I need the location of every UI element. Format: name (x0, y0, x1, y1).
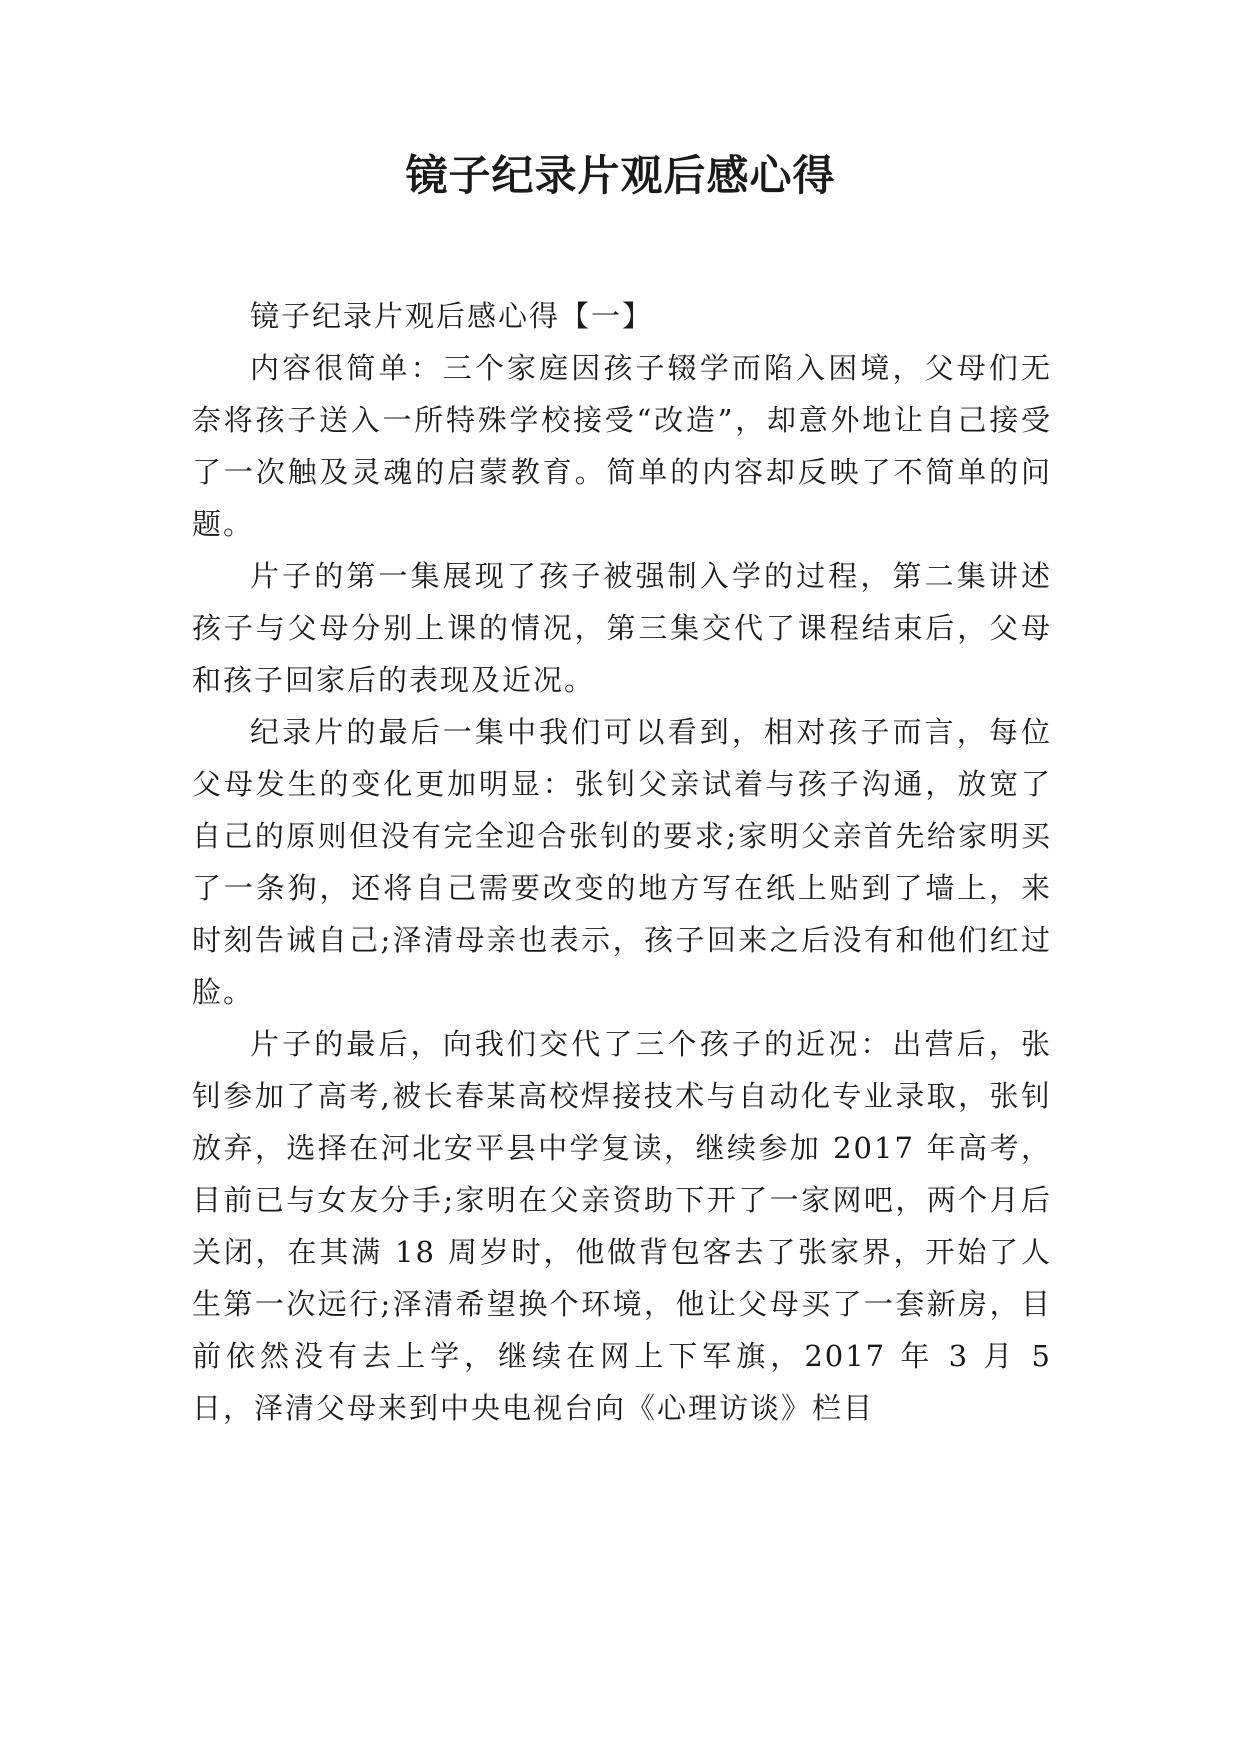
document-title: 镜子纪录片观后感心得 (405, 151, 836, 200)
paragraph-1: 内容很简单：三个家庭因孩子辍学而陷入困境，父母们无奈将孩子送入一所特殊学校接受“改造”，却意外地让自己接受了一次触及灵魂的启蒙教育。简单的内容却反映了不简单的问题。 (192, 351, 1052, 541)
paragraph-4: 片子的最后，向我们交代了三个孩子的近况：出营后，张钊参加了高考,被长春某高校焊接技术与自动化专业录取，张钊放弃，选择在河北安平县中学复读，继续参加 2017 年高考，目前已与女友分手;家明在父亲资助下开了一家网吧，两个月后关闭，在其满 18 周岁时，他做背包客去了张家界，开始了人生第一次远行;泽清希望换个环境，他让父母买了一套新房，目前依然没有去上学，继续在网上下军旗，2017 年 3 月 5 日，泽清父母来到中央电视台向《心理访谈》栏目 (192, 1027, 1052, 1425)
paragraph-3: 纪录片的最后一集中我们可以看到，相对孩子而言，每位父母发生的变化更加明显：张钊父亲试着与孩子沟通，放宽了自己的原则但没有完全迎合张钊的要求;家明父亲首先给家明买了一条狗，还将自己需要改变的地方写在纸上贴到了墙上，来时刻告诫自己;泽清母亲也表示，孩子回来之后没有和他们红过脸。 (192, 715, 1052, 1009)
paragraph-2: 片子的第一集展现了孩子被强制入学的过程，第二集讲述孩子与父母分别上课的情况，第三集交代了课程结束后，父母和孩子回家后的表现及近况。 (192, 559, 1052, 697)
document-body (192, 290, 1052, 1434)
section-heading: 镜子纪录片观后感心得【一】 (250, 299, 654, 333)
